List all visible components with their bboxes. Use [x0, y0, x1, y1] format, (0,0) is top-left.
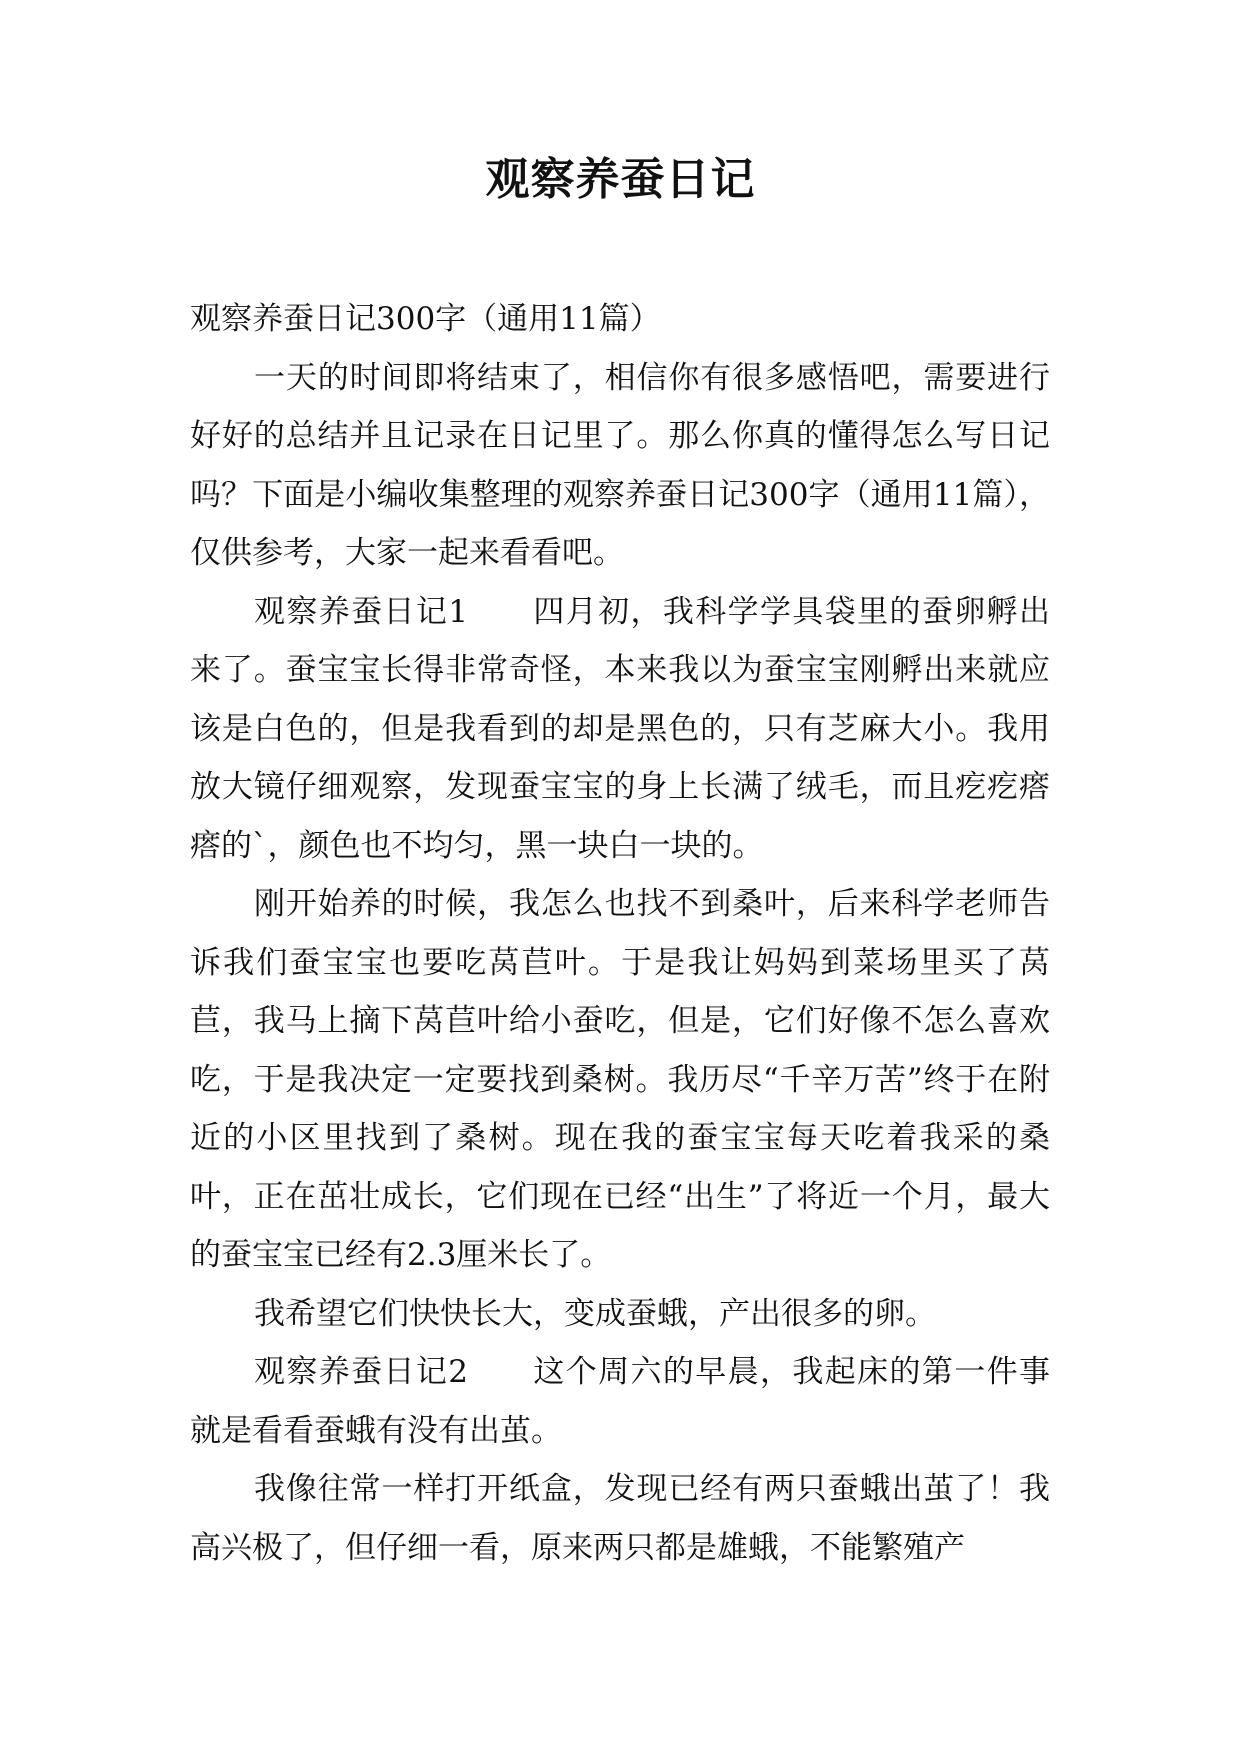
document-body — [190, 290, 1050, 1577]
document-title: 观察养蚕日记 — [485, 154, 756, 205]
diary-2-paragraph — [190, 1343, 1050, 1460]
diary-1-paragraph-2: 刚开始养的时候，我怎么也找不到桑叶，后来科学老师告诉我们蚕宝宝也要吃莴苣叶。于是我让妈妈到菜场里买了莴苣，我马上摘下莴苣叶给小蚕吃，但是，它们好像不怎么喜欢吃，于是我决定一定要找到桑树。我历尽“千辛万苦”终于在附近的小区里找到了桑树。现在我的蚕宝宝每天吃着我采的桑叶，正在茁壮成长，它们现在已经“出生”了将近一个月，最大的蚕宝宝已经有2.3厘米长了。 — [190, 886, 1050, 1273]
diary-1-text: 四月初，我科学学具袋里的蚕卵孵出来了。蚕宝宝长得非常奇怪，本来我以为蚕宝宝刚孵出来就应该是白色的，但是我看到的却是黑色的，只有芝麻大小。我用放大镜仔细观察，发现蚕宝宝的身上长满了绒毛，而且疙疙瘩瘩的`，颜色也不均匀，黑一块白一块的。 — [190, 593, 1050, 864]
diary-2-paragraph-2: 我像往常一样打开纸盒，发现已经有两只蚕蛾出茧了！我高兴极了，但仔细一看，原来两只都是雄蛾，不能繁殖产 — [190, 1471, 1050, 1566]
diary-2-text: 这个周六的早晨，我起床的第一件事就是看看蚕蛾有没有出茧。 — [190, 1354, 1050, 1449]
diary-1-paragraph-3: 我希望它们快快长大，变成蚕蛾，产出很多的卵。 — [254, 1295, 936, 1332]
diary-1-paragraph — [190, 583, 1050, 876]
diary-2-heading: 观察养蚕日记2 — [254, 1354, 468, 1390]
diary-1-heading: 观察养蚕日记1 — [254, 593, 468, 630]
intro-paragraph: 一天的时间即将结束了，相信你有很多感悟吧，需要进行好好的总结并且记录在日记里了。那么你真的懂得怎么写日记吗？下面是小编收集整理的观察养蚕日记300字（通用11篇），仅供参考，大家一起来看看吧。 — [190, 359, 1050, 571]
subtitle-paragraph: 观察养蚕日记300字（通用11篇） — [190, 301, 661, 337]
